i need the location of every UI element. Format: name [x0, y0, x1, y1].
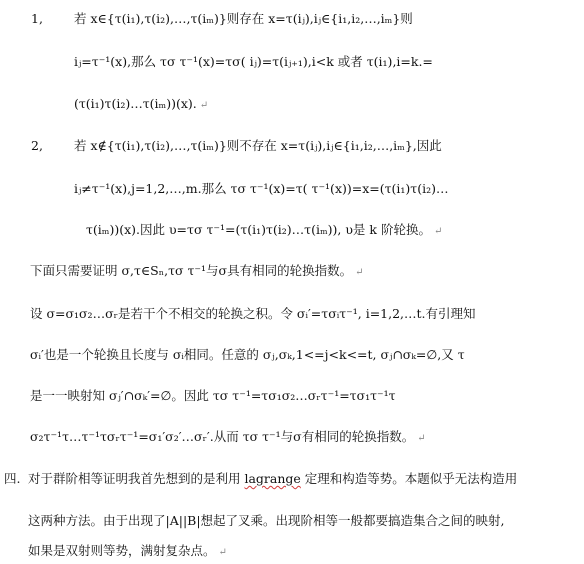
section-4-line-2-text: 这两种方法。由于出现了|A||B|想起了叉乘。出现阶相等一般都要搞造集合之间的映射,	[28, 513, 505, 528]
item-1-line-1-text: 若 x∈{τ(i₁),τ(i₂),…,τ(iₘ)}则存在 x=τ(iⱼ),iⱼ∈{i₁,i₂,…,iₘ}则	[74, 11, 413, 26]
section-4-line-2	[28, 512, 505, 530]
section-4-line-1-pre: 对于群阶相等证明我首先想到的是利用	[28, 471, 245, 486]
item-1-line-3	[74, 95, 208, 115]
paragraph-b-line-2-text: σᵢ′也是一个轮换且长度与 σᵢ相同。任意的 σⱼ,σₖ,1<=j<k<=t, σⱼ∩σₖ=∅,又 τ	[30, 347, 465, 362]
item-2-line-3-text: τ(iₘ))(x).因此 υ=τσ τ⁻¹=(τ(i₁)τ(i₂)…τ(iₘ)), υ是 k 阶轮换。	[86, 222, 431, 237]
item-1-number: 1,	[31, 11, 43, 26]
item-1-line-1	[74, 10, 413, 28]
item-2-line-1	[74, 137, 442, 155]
item-2-line-3	[86, 221, 442, 241]
item-1-line-3-text: (τ(i₁)τ(i₂)…τ(iₘ))(x).	[74, 96, 197, 111]
section-4-line-3	[28, 542, 227, 562]
paragraph-b-line-2	[30, 346, 465, 364]
paragraph-b-line-3	[30, 387, 396, 405]
paragraph-mark-icon: ↵	[433, 226, 443, 237]
paragraph-proof-goal	[30, 262, 363, 282]
section-4-line-1-post: 定理和构造等势。本题似乎无法构造用	[300, 471, 518, 486]
paragraph-proof-goal-text: 下面只需要证明 σ,τ∈Sₙ,τσ τ⁻¹与σ具有相同的轮换指数。	[30, 263, 353, 278]
paragraph-mark-icon: ↵	[218, 547, 227, 558]
section-4-number: 四.	[4, 471, 21, 486]
paragraph-b-line-3-text: 是一一映射知 σⱼ′∩σₖ′=∅。因此 τσ τ⁻¹=τσ₁σ₂…σᵣτ⁻¹=τσ₁τ⁻¹τ	[30, 388, 396, 403]
item-1-line-2-text: iⱼ=τ⁻¹(x),那么 τσ τ⁻¹(x)=τσ( iⱼ)=τ(iⱼ₊₁),i<k 或者 τ(i₁),i=k.=	[74, 54, 433, 69]
paragraph-b-line-1-text: 设 σ=σ₁σ₂…σᵣ是若干个不相交的轮换之积。令 σᵢ′=τσᵢτ⁻¹, i=1,2,…t.有引理知	[30, 306, 476, 321]
paragraph-b-line-4	[30, 428, 426, 448]
item-2-line-1-text: 若 x∉{τ(i₁),τ(i₂),…,τ(iₘ)}则不存在 x=τ(iⱼ),iⱼ∈{i₁,i₂,…,iₘ},因此	[74, 138, 442, 153]
section-4-line-3-text: 如果是双射则等势，满射复杂点。	[28, 543, 216, 558]
section-4-line-1	[28, 470, 517, 488]
paragraph-mark-icon: ↵	[355, 267, 364, 278]
paragraph-b-line-1	[30, 305, 476, 323]
item-2-number: 2,	[31, 138, 43, 153]
item-1-line-2	[74, 53, 433, 71]
paragraph-mark-icon: ↵	[417, 433, 426, 444]
item-2-line-2	[74, 180, 448, 198]
item-2-line-2-text: iⱼ≠τ⁻¹(x),j=1,2,…,m.那么 τσ τ⁻¹(x)=τ( τ⁻¹(x))=x=(τ(i₁)τ(i₂)…	[74, 181, 449, 196]
paragraph-mark-icon: ↵	[199, 100, 209, 111]
spellcheck-word[interactable]: lagrange	[244, 471, 301, 486]
paragraph-b-line-4-text: σ₂τ⁻¹τ…τ⁻¹τσᵣτ⁻¹=σ₁′σ₂′…σᵣ′.从而 τσ τ⁻¹与σ有相同的轮换指数。	[30, 429, 415, 444]
